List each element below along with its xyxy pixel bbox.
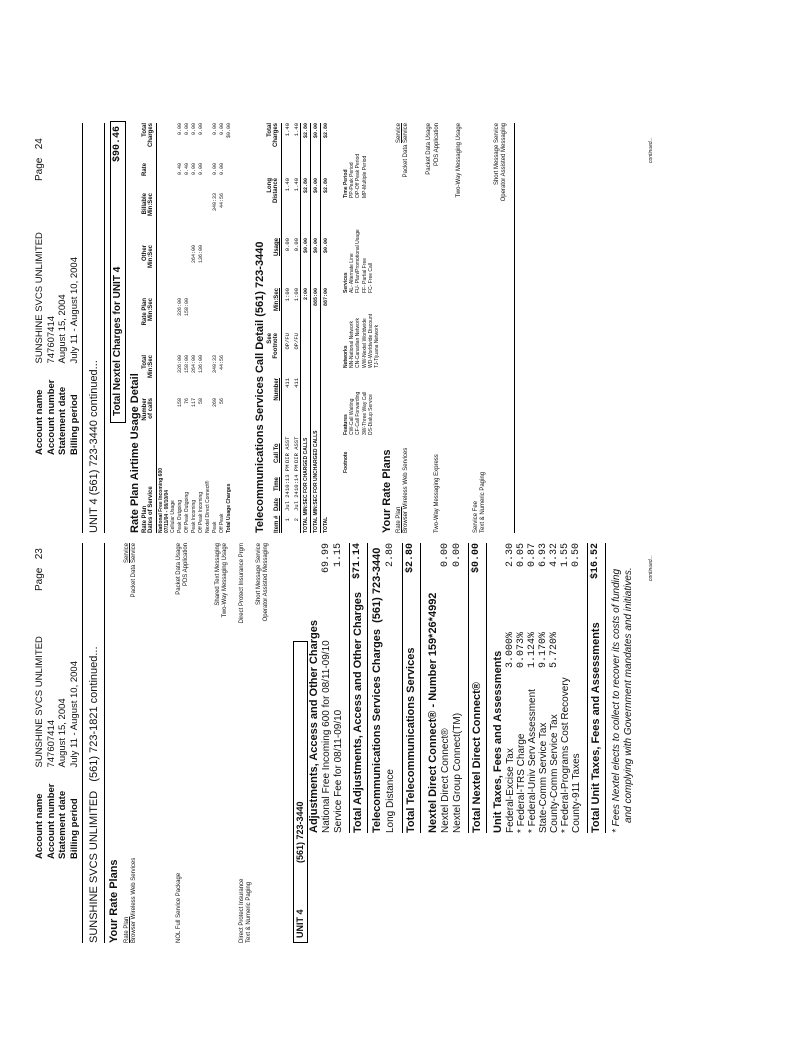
direct-connect-item: Nextel Direct Connect® [440, 728, 451, 833]
tax-label: State-Comm Service Tax [538, 722, 549, 833]
billing-period: July 11 - August 10, 2004 [68, 661, 80, 768]
rule [349, 543, 350, 833]
col-header: Rate Plan Min:Sec [142, 298, 154, 326]
tax-rate: 3.000% [505, 631, 516, 668]
call-cell: 0.00 [284, 238, 291, 252]
billing-period: July 11 - August 10, 2004 [68, 257, 80, 364]
airtime-header-row [142, 123, 157, 533]
airtime-cell: 158 [177, 398, 183, 408]
page-number [34, 548, 45, 591]
legend-item: CW-Call Waiting [349, 398, 356, 435]
call-total-cell: 887:00 [323, 288, 329, 307]
call-total-cell: TOTAL [323, 516, 329, 533]
airtime-heading: Rate Plan Airtime Usage Detail [129, 373, 141, 533]
legend-item: WW-Nextel Worldwide [361, 318, 368, 368]
call-cell: Jul 24 [284, 491, 291, 511]
header-label: Billing period [68, 394, 80, 455]
tax-label: * Federal-Programs Cost Recovery [560, 677, 571, 833]
call-cell: 2 [293, 518, 300, 522]
airtime-cell: 0.00 [212, 163, 218, 176]
airtime-cell: 349:33 [212, 355, 218, 374]
rule [486, 543, 487, 833]
plan-name: NOL Full Service Package [176, 872, 182, 943]
airtime-table [142, 123, 233, 533]
account-header [32, 620, 82, 861]
call-cell: OP/FU [293, 333, 300, 350]
tax-amount: 2.30 [505, 543, 516, 568]
adjustment-amount: 1.15 [333, 543, 344, 568]
airtime-cell: 264:00 [191, 355, 197, 374]
col-header: Item # [274, 515, 280, 533]
legend-item: AL- Alternate Line [349, 253, 356, 293]
continued-note: continued... [648, 555, 654, 581]
call-cell: 411 [284, 378, 291, 388]
tax-amount: 4.32 [549, 543, 560, 568]
airtime-cell: 44:56 [219, 355, 225, 371]
call-row [282, 123, 291, 533]
direct-connect-amount: 0.00 [452, 543, 463, 568]
airtime-row [183, 123, 190, 533]
airtime-cell: National Free Incoming 600 07/11/04 - 08/10/04 [158, 467, 170, 533]
col-header: Total Min:Sec [142, 355, 154, 379]
airtime-row [218, 123, 225, 533]
legend-head: Features [343, 414, 349, 435]
legend-features [343, 392, 374, 435]
tax-label: * Federal-Univ Serv Assessment [527, 689, 538, 833]
continued-note: continued... [648, 137, 654, 163]
col-header: Call To [274, 443, 280, 463]
plan-service: Shared Text Messaging [215, 543, 221, 606]
plan-name: Browser Wireless Web Services [131, 857, 137, 943]
tax-rate: 5.720% [549, 631, 560, 668]
airtime-cell: 349:33 [212, 193, 218, 212]
header-label: Statement date [57, 386, 68, 455]
rule [468, 543, 469, 833]
statement-date: August 15, 2004 [57, 698, 68, 768]
tax-amount: 0.50 [571, 543, 582, 568]
tax-amount: 6.93 [538, 543, 549, 568]
telecom-amount: 2.80 [385, 543, 396, 568]
call-cell: 10:14 PM [293, 464, 300, 491]
plan-service: PDS Application [183, 543, 189, 587]
tax-amount: 0.05 [516, 543, 527, 568]
col-header: Usage [274, 238, 280, 257]
adjustment-item: Service Fee for 08/11-09/10 [333, 709, 344, 833]
airtime-cell: 58 [198, 398, 204, 405]
header-rule [82, 123, 83, 533]
col-header: See Footnote [267, 333, 279, 359]
airtime-row [225, 123, 233, 533]
col-header: Rate [142, 163, 148, 177]
airtime-cell: 326:00 [177, 298, 183, 317]
legend-services [343, 229, 374, 293]
call-total-cell: $0.00 [313, 238, 319, 254]
account-name: SUNSHINE SVCS UNLIMITED [34, 636, 45, 768]
call-cell: OP/FU [284, 333, 291, 350]
call-cell: 1:00 [284, 288, 291, 302]
col-header: Number of calls [142, 398, 154, 421]
airtime-row [190, 123, 197, 533]
call-total-row [310, 123, 320, 533]
telecom-heading-text: Telecommunications Services Charges [371, 629, 383, 833]
airtime-cell: 269 [212, 398, 218, 408]
rule [104, 543, 105, 943]
tax-rate: 1.124% [527, 631, 538, 668]
plan-name: Text & Numeric Paging [246, 881, 252, 943]
call-cell: 1 [284, 518, 291, 522]
title-left: SUNSHINE SVCS UNLIMITED [88, 790, 100, 943]
page-label: Page [34, 567, 45, 591]
call-total-cell: $2.80 [323, 178, 329, 194]
page-label: Page [34, 157, 45, 181]
call-cell: DIR ASST [293, 436, 300, 463]
rule [420, 543, 421, 833]
tax-amount: 1.55 [560, 543, 571, 568]
unit-total-box [110, 121, 126, 423]
header-rule [82, 543, 83, 943]
col-header: Other Min:Sec [142, 245, 154, 269]
airtime-cell: 76 [184, 398, 190, 405]
header-label: Account number [45, 783, 57, 859]
tax-label: County-Comm Service Tax [549, 714, 560, 833]
legend-item: FC- Free Call [367, 262, 374, 293]
plan-name: Text & Numeric Paging [480, 471, 486, 533]
airtime-row [176, 123, 183, 533]
legend-item: WD-Worldwide Discount [367, 313, 374, 368]
airtime-row [169, 123, 176, 533]
airtime-cell: Total Usage Charges [226, 483, 232, 533]
airtime-cell: Peak [212, 521, 218, 533]
taxes-total-label: Total Unit Taxes, Fees and Assessments [590, 622, 602, 833]
legend-networks [343, 314, 380, 368]
airtime-cell: 0.00 [191, 123, 197, 136]
call-detail-table [267, 123, 330, 533]
call-rows [282, 123, 330, 533]
footnote: * Fees Nextel elects to collect to recover its costs of funding [611, 568, 622, 833]
rate-plans-heading: Your Rate Plans [381, 449, 393, 533]
airtime-cell: Off Peak Outgoing [184, 491, 190, 533]
legend-item: 3W-Three Way Call [361, 391, 368, 435]
rate-plan-column: Rate Plan [124, 916, 130, 943]
call-cell: 1.40 [293, 123, 300, 137]
airtime-row [197, 123, 204, 533]
direct-connect-total: $0.00 [471, 543, 482, 574]
plan-service: Two-Way Messaging Usage [456, 123, 462, 198]
rule [402, 543, 403, 833]
tax-label: County-911 Taxes [571, 753, 582, 833]
adjustments-total-label: Total Adjustments, Access and Other Charges [352, 591, 364, 833]
unit-label: UNIT 4 [295, 909, 305, 938]
col-header: Date [274, 497, 280, 511]
airtime-row [157, 123, 169, 533]
legend-item: OP-Off Peak Period [355, 153, 362, 198]
airtime-cell: Cellular Usage [170, 500, 176, 533]
telecom-total: $2.80 [405, 543, 416, 574]
taxes-total: $16.52 [590, 543, 601, 580]
adjustment-item: National Free Incoming 600 for 08/11-09/10 [321, 640, 332, 833]
legend-item: DS-Dialup Service [367, 394, 374, 435]
rule [104, 123, 105, 533]
header-label: Billing period [68, 798, 80, 859]
unit-label-box [293, 641, 308, 943]
plan-service: PDS Application [434, 123, 440, 167]
telecom-number: (561) 723-3440 [371, 547, 383, 623]
airtime-cell: 158:00 [184, 355, 190, 374]
airtime-cell: 0.00 [184, 123, 190, 136]
header-label: Account number [45, 379, 57, 455]
call-total-row [300, 123, 310, 533]
adjustment-amount: 69.99 [321, 543, 332, 574]
call-total-cell: $2.80 [303, 123, 309, 139]
call-total-cell: $0.00 [313, 123, 319, 139]
rule [367, 543, 368, 833]
adjustments-heading: Adjustments, Access and Other Charges [308, 620, 320, 833]
airtime-cell: Nextel Direct Connect® [205, 480, 211, 533]
call-row [291, 123, 300, 533]
airtime-cell: 0.00 [177, 123, 183, 136]
airtime-cell: 158:00 [184, 298, 190, 317]
account-header [32, 216, 82, 457]
rate-plan-column: Rate Plan [396, 506, 402, 533]
call-total-cell: TOTAL MIN:SEC FOR CHARGED CALLS [303, 437, 309, 533]
col-header: Min:Sec [274, 288, 280, 312]
plan-service: Two-Way Messaging Usage [222, 543, 228, 618]
rule [514, 123, 515, 533]
airtime-cell: Off Peak Incoming [198, 491, 204, 533]
tax-label: Federal-Excise Tax [505, 748, 516, 833]
header-label: Statement date [57, 790, 68, 859]
call-cell: Jul 24 [293, 491, 300, 511]
plan-service: Packet Data Service [131, 543, 137, 598]
adjustments-total: $71.14 [352, 543, 363, 580]
col-header: Number [274, 378, 280, 401]
airtime-cell: Off Peak [219, 513, 225, 533]
page-title: UNIT 4 (561) 723-3440 continued... [88, 360, 100, 533]
col-header: Time [274, 477, 280, 491]
call-cell: 1:00 [293, 288, 300, 302]
call-cell: 411 [293, 378, 300, 388]
footnote: and complying with Government mandates and initiatives. [623, 567, 634, 823]
call-total-cell: $2.80 [323, 123, 329, 139]
telecom-heading [371, 548, 383, 833]
account-name: SUNSHINE SVCS UNLIMITED [34, 232, 45, 364]
legend-head: Networks [343, 345, 349, 368]
telecom-item: Long Distance [385, 769, 396, 833]
col-header: Long Distance [267, 178, 279, 204]
rule [587, 543, 588, 833]
legend-item: NN-National Network [349, 321, 356, 368]
plan-name: Browser Wireless Web Services [403, 447, 409, 533]
call-total-cell: $0.00 [313, 178, 319, 194]
page-23 [0, 523, 809, 1043]
legend-item: CF-Call Forwarding [355, 391, 362, 435]
header-label: Account name [34, 793, 45, 859]
legend-head: Time Period [343, 169, 349, 198]
direct-connect-heading: Nextel Direct Connect® - Number 159*26*4992 [427, 592, 439, 833]
tax-rate: 9.170% [538, 631, 549, 668]
legend-item: PP-Peak Period [349, 162, 356, 198]
call-total-cell: 2:00 [303, 288, 309, 301]
airtime-cell: 0.00 [191, 163, 197, 176]
legend-footnote-label: Footnote [343, 451, 349, 473]
tax-rate: 0.073% [516, 631, 527, 668]
legend-item: MP-Multiple Period [361, 155, 368, 198]
call-total-cell: $0.00 [323, 238, 329, 254]
legend-time [343, 154, 368, 198]
title-right: (561) 723-1821 continued... [88, 646, 100, 782]
call-detail-heading: Telecommunications Services Call Detail (561) 723-3440 [254, 241, 266, 533]
airtime-cell: $0.00 [226, 123, 232, 139]
tax-label: * Federal-TRS Charge [516, 733, 527, 833]
airtime-row [211, 123, 218, 533]
airtime-cell: 0.00 [219, 163, 225, 176]
airtime-cell: 264:00 [191, 245, 197, 264]
page-num: 23 [34, 548, 45, 560]
direct-connect-total-label: Total Nextel Direct Connect® [471, 682, 483, 833]
statement-date: August 15, 2004 [57, 294, 68, 364]
call-cell: 1.40 [284, 123, 291, 137]
col-header: Total Charges [142, 123, 154, 148]
page-num: 24 [34, 138, 45, 150]
call-total-cell: $2.80 [303, 178, 309, 194]
call-cell: 0.00 [293, 238, 300, 252]
call-total-row [320, 123, 330, 533]
call-cell: 10:13 PM [284, 464, 291, 491]
airtime-cell: 0.40 [184, 163, 190, 176]
plan-service: Packet Data Service [403, 123, 409, 178]
taxes-heading: Unit Taxes, Fees and Assessments [492, 650, 504, 833]
plan-service: Packet Data Usage [176, 543, 182, 595]
call-cell: DIR ASST [284, 436, 291, 463]
rule [605, 543, 606, 833]
plan-service: Operator Assisted Messaging [501, 123, 507, 202]
unit-total-amount: $90.46 [112, 126, 123, 163]
legend-head: Services [343, 272, 349, 293]
airtime-cell: 0.00 [212, 123, 218, 136]
airtime-cell: 136:00 [198, 245, 204, 264]
col-header: Billable Min:Sec [142, 193, 154, 217]
page-number [34, 138, 45, 181]
unit-number: (561) 723-3440 [295, 801, 305, 863]
plan-service: Packet Data Usage [426, 123, 432, 175]
call-total-cell: $0.00 [303, 238, 309, 254]
airtime-cell: 0.00 [198, 123, 204, 136]
col-header: Total Charges [267, 123, 279, 148]
plan-service: Short Message Service [494, 123, 500, 186]
tax-amount: 0.87 [527, 543, 538, 568]
account-number: 747607414 [45, 315, 57, 364]
plan-service: Short Message Service [256, 543, 262, 606]
plan-name: Service Fee [473, 500, 479, 533]
plan-name: Direct Protect Insurance [239, 878, 245, 943]
call-total-cell: TOTAL MIN:SEC FOR UNCHARGED CALLS [313, 430, 319, 533]
service-column: Service [396, 123, 402, 144]
call-cell: 1.40 [284, 178, 291, 192]
airtime-cell: 44:56 [219, 193, 225, 209]
airtime-cell: Peak Outgoing [177, 499, 183, 533]
page-title [88, 646, 100, 943]
call-cell: 1.40 [293, 178, 300, 192]
service-column: Service [124, 543, 130, 564]
plan-service: Operator Assisted Messaging [263, 543, 269, 622]
airtime-cell: 56 [219, 398, 225, 405]
direct-connect-item: Nextel Group Connect(TM) [452, 712, 463, 833]
legend-item: TJ-Tijuana Network [374, 324, 381, 368]
airtime-cell: 0.40 [177, 163, 183, 176]
airtime-cell: Peak Incoming [191, 499, 197, 533]
airtime-row [204, 123, 211, 533]
airtime-rows [157, 123, 233, 533]
airtime-cell: 117 [191, 398, 197, 408]
plan-name: Two-Way Messaging Express [434, 454, 440, 533]
legend-item: CN-Canadian Network [355, 317, 362, 368]
direct-connect-amount: 0.00 [440, 543, 451, 568]
rate-plans-heading: Your Rate Plans [108, 859, 120, 943]
col-header: Rate Plan Dates of Service [142, 486, 154, 533]
account-number: 747607414 [45, 719, 57, 768]
call-total-cell: 885:00 [313, 288, 319, 307]
telecom-total-label: Total Telecommunications Services [405, 647, 417, 833]
header-label: Account name [34, 389, 45, 455]
airtime-cell: 136:00 [198, 355, 204, 374]
airtime-cell: 0.00 [219, 123, 225, 136]
legend-item: FF- Partial Free [361, 257, 368, 293]
legend-item: FU- Plan/Promotional Usage [355, 229, 362, 293]
unit-total-label: Total Nextel Charges for UNIT 4 [112, 266, 123, 416]
airtime-cell: 0.00 [198, 163, 204, 176]
airtime-cell: 326:00 [177, 355, 183, 374]
call-header-row [267, 123, 282, 533]
plan-service: Direct Protect Insurance Prgm [239, 543, 245, 624]
